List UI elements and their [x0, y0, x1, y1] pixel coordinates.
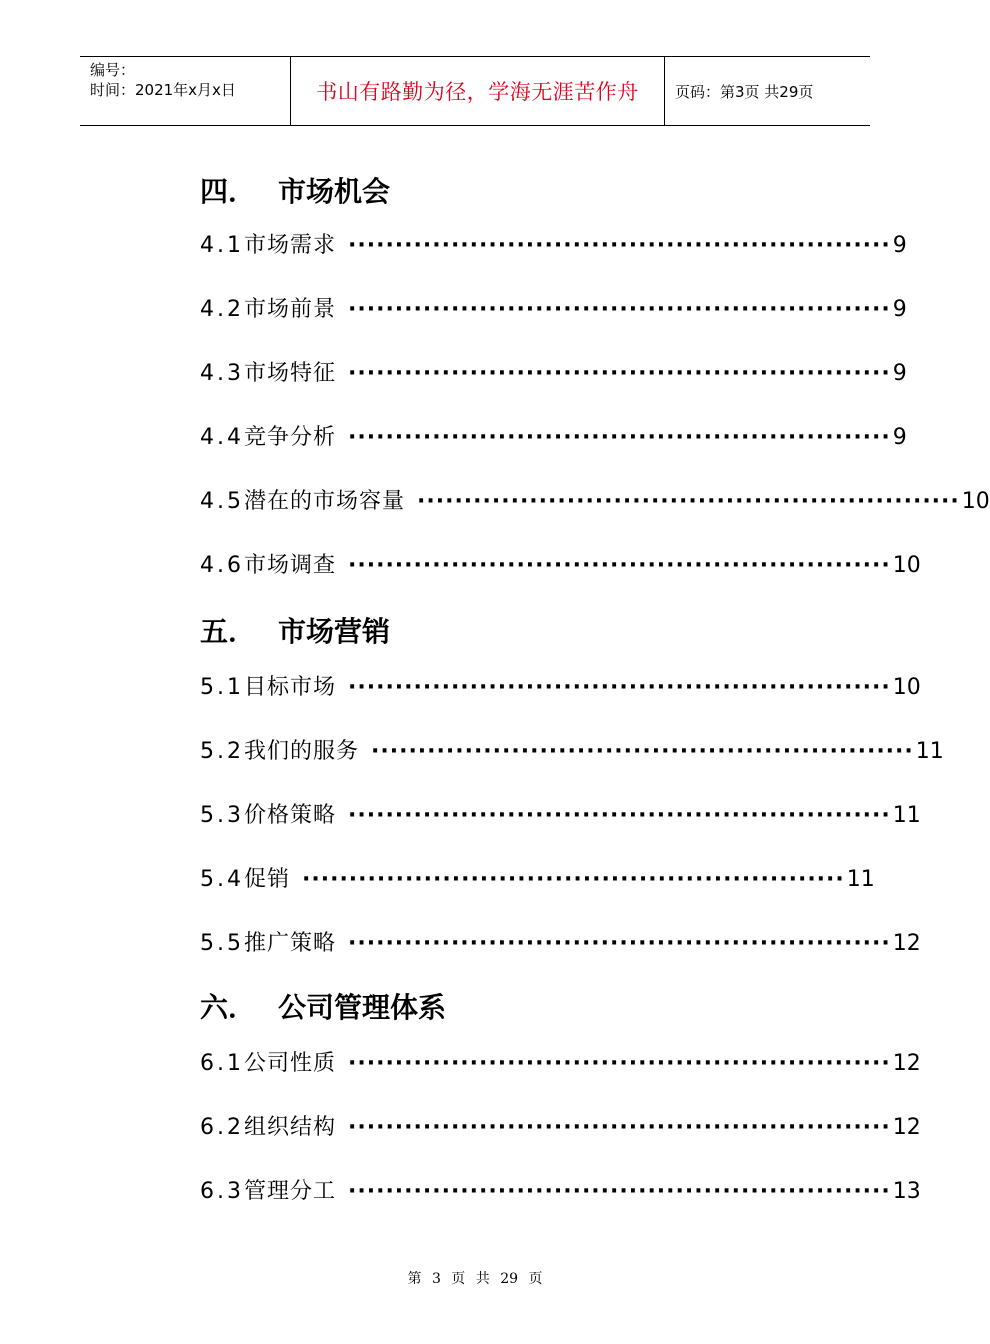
toc-leader-dots: ·························································· [348, 553, 891, 578]
toc-entry-page: 12 [892, 1051, 921, 1076]
toc-leader-dots: ·························································· [348, 233, 891, 258]
toc-entry[interactable] [200, 548, 921, 579]
toc-entry-number: 5.5 [200, 931, 244, 956]
toc-entry-title: 市场前景 [244, 297, 337, 322]
header-meta [80, 57, 291, 125]
toc-entry-title: 促销 [244, 867, 291, 892]
header-motto: 书山有路勤为径，学海无涯苦作舟 [291, 57, 665, 125]
toc-entry[interactable] [200, 1046, 921, 1077]
toc-leader-dots: ·························································· [348, 931, 891, 956]
document-number-label: 编号： [90, 61, 136, 79]
toc-entry[interactable] [200, 228, 907, 259]
toc-entry-page: 10 [892, 553, 921, 578]
toc-leader-dots: ·························································· [348, 803, 891, 828]
toc-entry[interactable] [200, 484, 990, 515]
toc-leader-dots: ·························································· [371, 739, 914, 764]
toc-entry-number: 5.3 [200, 803, 244, 828]
toc-entry[interactable] [200, 356, 907, 387]
toc-entry-page: 12 [892, 931, 921, 956]
toc-leader-dots: ·························································· [348, 1051, 891, 1076]
section-number: 五． [200, 615, 257, 648]
toc-entry[interactable] [200, 734, 944, 765]
toc-entry-number: 5.2 [200, 739, 244, 764]
toc-entry-page: 9 [892, 361, 907, 386]
toc-section-heading [200, 986, 446, 1026]
toc-entry-page: 10 [961, 489, 990, 514]
toc-leader-dots: ·························································· [348, 297, 891, 322]
toc-entry-page: 9 [892, 233, 907, 258]
toc-entry-title: 管理分工 [244, 1179, 337, 1204]
toc-entry-page: 12 [892, 1115, 921, 1140]
toc-entry-page: 11 [892, 803, 921, 828]
section-title: 公司管理体系 [278, 991, 447, 1024]
toc-leader-dots: ·························································· [348, 675, 891, 700]
toc-entry-title: 市场调查 [244, 553, 337, 578]
toc-entry[interactable] [200, 798, 921, 829]
section-number: 六． [200, 991, 257, 1024]
page-footer: 第 3 页 共 29 页 [407, 1271, 543, 1287]
toc-entry-page: 11 [915, 739, 944, 764]
toc-entry-title: 市场特征 [244, 361, 337, 386]
toc-leader-dots: ·························································· [348, 1179, 891, 1204]
toc-entry[interactable] [200, 1110, 921, 1141]
toc-entry-number: 4.3 [200, 361, 244, 386]
toc-entry-title: 价格策略 [244, 803, 337, 828]
toc-entry-page: 9 [892, 425, 907, 450]
toc-section-heading [200, 170, 390, 210]
toc-entry-number: 6.3 [200, 1179, 244, 1204]
toc-leader-dots: ·························································· [417, 489, 960, 514]
page-header [80, 56, 870, 126]
toc-entry-title: 市场需求 [244, 233, 337, 258]
toc-entry-number: 4.5 [200, 489, 244, 514]
toc-entry-title: 组织结构 [244, 1115, 337, 1140]
toc-entry-number: 4.4 [200, 425, 244, 450]
toc-entry-page: 9 [892, 297, 907, 322]
toc-entry-number: 4.1 [200, 233, 244, 258]
toc-leader-dots: ·························································· [302, 867, 845, 892]
toc-entry[interactable] [200, 926, 921, 957]
toc-entry[interactable] [200, 1174, 921, 1205]
toc-leader-dots: ·························································· [348, 1115, 891, 1140]
toc-entry-number: 5.1 [200, 675, 244, 700]
toc-entry[interactable] [200, 420, 907, 451]
document-time-label: 时间：2021年x月x日 [90, 81, 236, 99]
section-number: 四． [200, 175, 257, 208]
header-page-info: 页码：第3页 共29页 [675, 82, 814, 101]
toc-leader-dots: ·························································· [348, 425, 891, 450]
toc-entry-title: 推广策略 [244, 931, 337, 956]
section-title: 市场营销 [278, 615, 391, 648]
toc-section-heading [200, 610, 390, 650]
toc-entry-title: 竞争分析 [244, 425, 337, 450]
toc-entry-number: 6.2 [200, 1115, 244, 1140]
toc-entry-title: 潜在的市场容量 [244, 489, 406, 514]
toc-entry[interactable] [200, 292, 907, 323]
toc-entry-page: 11 [846, 867, 875, 892]
toc-entry-number: 6.1 [200, 1051, 244, 1076]
toc-entry[interactable] [200, 670, 921, 701]
toc-entry-page: 13 [892, 1179, 921, 1204]
toc-entry-number: 4.2 [200, 297, 244, 322]
toc-entry-title: 目标市场 [244, 675, 337, 700]
toc-entry-title: 我们的服务 [244, 739, 360, 764]
toc-entry-number: 5.4 [200, 867, 244, 892]
toc-entry-page: 10 [892, 675, 921, 700]
toc-entry-title: 公司性质 [244, 1051, 337, 1076]
section-title: 市场机会 [278, 175, 391, 208]
toc-entry-number: 4.6 [200, 553, 244, 578]
toc-leader-dots: ·························································· [348, 361, 891, 386]
toc-entry[interactable] [200, 862, 875, 893]
